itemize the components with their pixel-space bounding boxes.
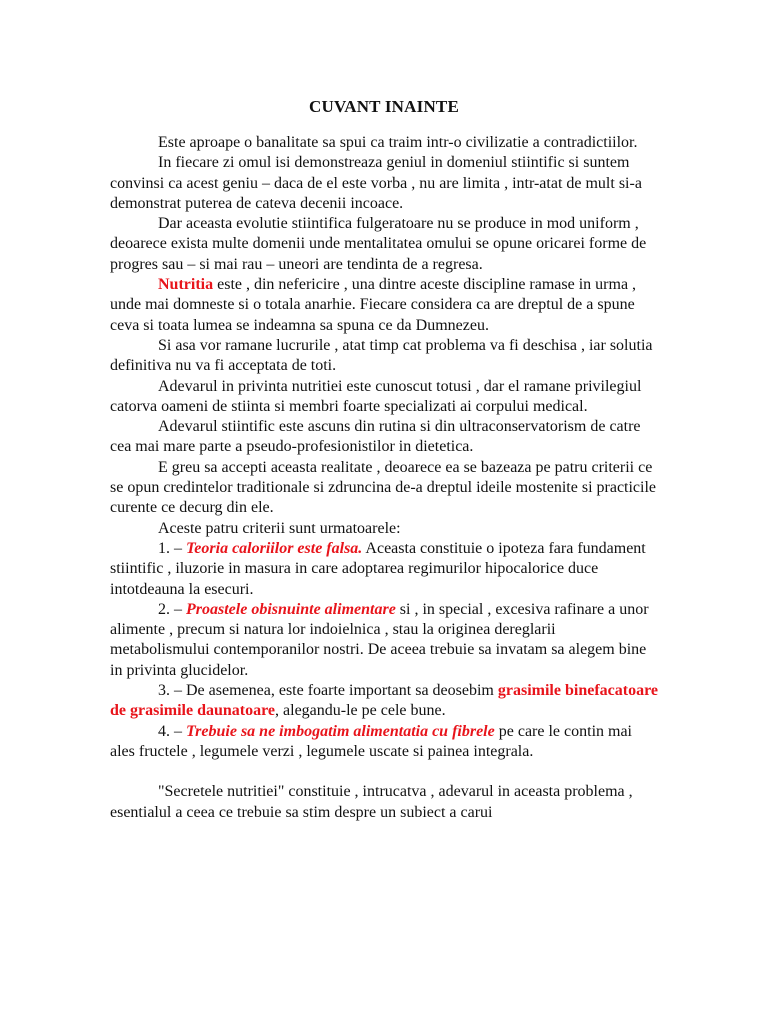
criterion-3-text: , alegandu-le pe cele bune. bbox=[275, 702, 446, 720]
criterion-4 bbox=[110, 722, 658, 763]
criterion-3-number: 3. – De asemenea, este foarte important sa deosebim bbox=[158, 682, 498, 700]
paragraph-4-text: este , din nefericire , una dintre aceste discipline ramase in urma , unde mai domneste si o totala anarhie. Fiecare considera ca are dreptul de a spune ceva si toata lumea se indeamna sa spuna ce da Dumnezeu. bbox=[110, 276, 637, 334]
criterion-3-highlight: grasimile binefacatoare de grasimile daunatoare bbox=[110, 682, 658, 720]
paragraph-6: Adevarul in privinta nutritiei este cunoscut totusi , dar el ramane privilegiul catorva oameni de stiinta si membri foarte specializati ai corpului medical. bbox=[110, 377, 642, 415]
paragraph-7: Adevarul stiintific este ascuns din rutina si din ultraconservatorism de catre cea mai mare parte a pseudo-profesionistilor in dietetica. bbox=[110, 418, 641, 456]
criterion-2-number: 2. – bbox=[158, 600, 186, 618]
paragraph-8: E greu sa accepti aceasta realitate , deoarece ea se bazeaza pe patru criterii ce se opun credintelor traditionale si zdruncina de-a dreptul ideile mostenite si practicile curente ce decurg din ele. bbox=[110, 458, 657, 517]
criterion-2-highlight: Proastele obisnuinte alimentare bbox=[186, 600, 396, 618]
paragraph-10: "Secretele nutritiei" constituie , intrucatva , adevarul in aceasta problema , esentialul a ceea ce trebuie sa stim despre un subiect a carui bbox=[110, 783, 633, 821]
criterion-3 bbox=[110, 681, 658, 722]
document-body bbox=[110, 133, 658, 823]
criterion-4-number: 4. – bbox=[158, 722, 186, 740]
paragraph-1: Este aproape o banalitate sa spui ca traim intr-o civilizatie a contradictiilor. bbox=[158, 134, 638, 151]
paragraph-3: Dar aceasta evolutie stiintifica fulgeratoare nu se produce in mod uniform , deoarece exista multe domenii unde mentalitatea omului se opune oricarei forme de progres sau – si mai rau – uneori are tendinta de a regresa. bbox=[110, 215, 647, 273]
criterion-1 bbox=[110, 539, 658, 600]
paragraph-2: In fiecare zi omul isi demonstreaza geniul in domeniul stiintific si suntem convinsi ca acest geniu – daca de el este vorba , nu are limita , intr-atat de mult si-a demonstrat puterea de cateva decenii incoace. bbox=[110, 154, 642, 212]
highlight-nutritia: Nutritia bbox=[158, 276, 214, 294]
criterion-4-highlight: Trebuie sa ne imbogatim alimentatia cu fibrele bbox=[186, 722, 495, 740]
criterion-1-text: Aceasta constituie o ipoteza fara fundament stiintific , iluzorie in masura in care adoptarea regimurilor hipocalorice duce intotdeauna la esecuri. bbox=[110, 539, 646, 598]
criterion-1-highlight: Teoria caloriilor este falsa. bbox=[186, 539, 363, 557]
criterion-2 bbox=[110, 600, 658, 681]
paragraph-9: Aceste patru criterii sunt urmatoarele: bbox=[158, 519, 401, 537]
criterion-2-text: si , in special , excesiva rafinare a unor alimente , precum si natura lor indoielnica , stau la originea dereglarii metabolismului contemporanilor nostri. De aceea trebuie sa invatam sa alegem bine in privinta glucidelor. bbox=[110, 600, 649, 679]
criterion-1-number: 1. – bbox=[158, 539, 186, 557]
page-title: CUVANT INAINTE bbox=[308, 97, 459, 116]
criterion-4-text: pe care le contin mai ales fructele , legumele verzi , legumele uscate si painea integrala. bbox=[110, 722, 632, 760]
paragraph-4 bbox=[110, 275, 658, 336]
paragraph-5: Si asa vor ramane lucrurile , atat timp cat problema va fi deschisa , iar solutia definitiva nu va fi acceptata de toti. bbox=[110, 336, 653, 375]
